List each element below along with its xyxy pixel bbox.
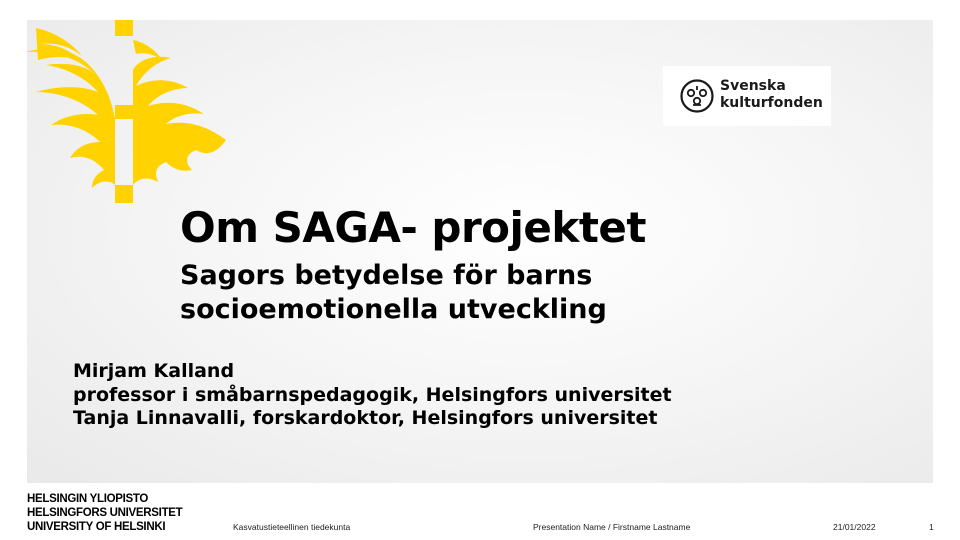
author-line: professor i småbarnspedagogik, Helsingfors universitet xyxy=(73,383,672,406)
university-name-sv: HELSINGFORS UNIVERSITET xyxy=(27,507,183,519)
helsinki-flame-icon xyxy=(26,20,226,205)
university-name-fi: HELSINGIN YLIOPISTO xyxy=(27,493,149,505)
university-name-en: UNIVERSITY OF HELSINKI xyxy=(27,521,166,533)
slide-title: Om SAGA- projektet xyxy=(180,203,646,252)
sponsor-logo-line2: kulturfonden xyxy=(720,95,823,111)
subtitle-line: Sagors betydelse för barns xyxy=(180,260,593,291)
slide-subtitle xyxy=(180,259,607,327)
author-line: Mirjam Kalland xyxy=(73,360,235,382)
author-line: Tanja Linnavalli, forskardoktor, Helsingfors universitet xyxy=(73,407,658,429)
footer-date: 21/01/2022 xyxy=(833,522,876,532)
svenska-kulturfonden-logo xyxy=(663,66,831,126)
footer-faculty: Kasvatustieteellinen tiedekunta xyxy=(233,522,351,532)
subtitle-line: socioemotionella utveckling xyxy=(180,294,607,325)
sponsor-logo-text xyxy=(720,78,823,112)
author-block xyxy=(73,360,672,431)
sponsor-logo-line1: Svenska xyxy=(720,78,786,94)
footer-page-number: 1 xyxy=(929,522,934,532)
university-wordmark xyxy=(27,492,182,534)
footer-presentation-name: Presentation Name / Firstname Lastname xyxy=(533,522,691,532)
svenska-kulturfonden-emblem-icon xyxy=(680,79,714,113)
